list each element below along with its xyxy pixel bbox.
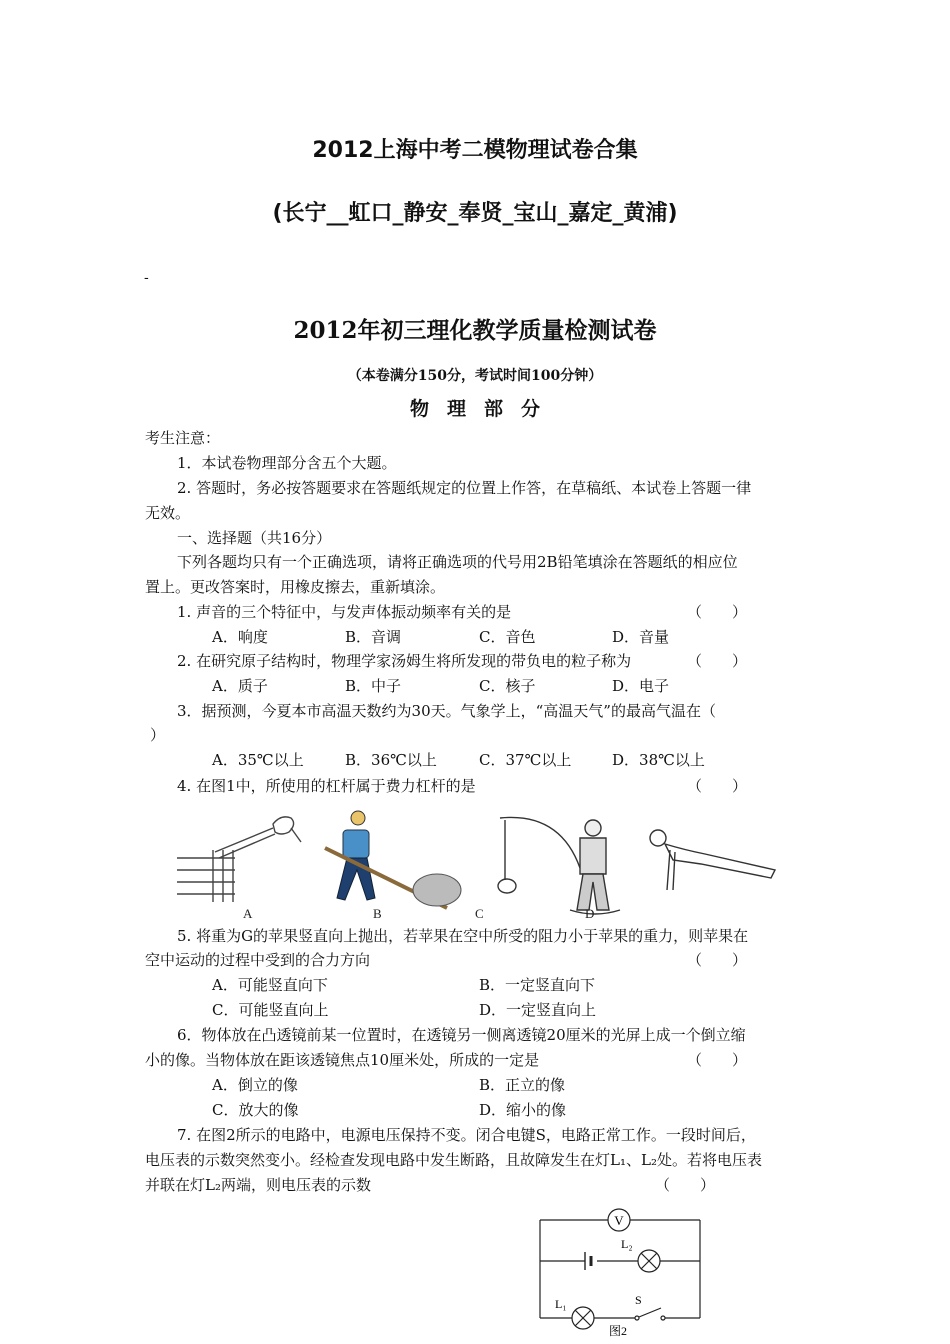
q1-option-d: D．音量 bbox=[612, 628, 670, 646]
figure-label-a: A bbox=[243, 906, 253, 920]
figure-b-worker-crowbar bbox=[325, 811, 461, 908]
question-6: 6．物体放在凸透镜前某一位置时，在透镜另一侧离透镜20厘米的光屏上成一个倒立缩 bbox=[177, 1026, 746, 1044]
q6-option-b: B．正立的像 bbox=[479, 1076, 566, 1094]
q2-option-a: A．质子 bbox=[212, 677, 268, 695]
figure-c-fisherman bbox=[498, 817, 620, 914]
notice-heading: 考生注意： bbox=[145, 429, 221, 447]
question-2: 2. 在研究原子结构时，物理学家汤姆生将所发现的带负电的粒子称为 bbox=[177, 652, 632, 670]
figure-label-d: D bbox=[585, 906, 595, 920]
svg-text:V: V bbox=[614, 1213, 624, 1228]
q3-option-c: C．37℃以上 bbox=[479, 751, 572, 769]
q2-option-b: B．中子 bbox=[345, 677, 402, 695]
exam-title: 2012年初三理化教学质量检测试卷 bbox=[293, 317, 657, 344]
q1-option-c: C．音色 bbox=[479, 628, 536, 646]
q6-option-c: C．放大的像 bbox=[212, 1101, 299, 1119]
q6-option-d: D．缩小的像 bbox=[479, 1101, 567, 1119]
lamp-l1-label: L₁ bbox=[555, 1297, 567, 1311]
exam-info: （本卷满分150分，考试时间100分钟） bbox=[347, 368, 603, 384]
part1-instructions-cont: 置上。更改答案时，用橡皮擦去，重新填涂。 bbox=[145, 578, 446, 596]
question-1: 1. 声音的三个特征中，与发声体振动频率有关的是 bbox=[177, 603, 512, 621]
q5-option-c: C．可能竖直向上 bbox=[212, 1001, 329, 1019]
voltmeter-icon bbox=[608, 1209, 630, 1231]
q1-option-a: A．响度 bbox=[212, 628, 268, 646]
q1-option-b: B．音调 bbox=[345, 628, 402, 646]
figure-d-pushup bbox=[650, 830, 775, 890]
lamp-l2-label: L₂ bbox=[621, 1237, 633, 1251]
question-7-cont-2: 并联在灯L₂两端，则电压表的示数 bbox=[145, 1176, 371, 1194]
notice-item-1: 1．本试卷物理部分含五个大题。 bbox=[177, 454, 397, 472]
separator-dash: - bbox=[144, 270, 149, 286]
section-title: 物理部分 bbox=[409, 398, 558, 420]
question-7-cont: 电压表的示数突然变小。经检查发现电路中发生断路，且故障发生在灯L₁、L₂处。若将电压表 bbox=[145, 1151, 762, 1169]
answer-paren-1[interactable]: （ ） bbox=[687, 603, 748, 621]
question-5-cont: 空中运动的过程中受到的合力方向 bbox=[145, 951, 371, 969]
answer-paren-5[interactable]: （ ） bbox=[687, 951, 748, 969]
q3-option-a: A．35℃以上 bbox=[212, 751, 304, 769]
figure-2-caption: 图2 bbox=[609, 1324, 628, 1338]
q5-option-a: A．可能竖直向下 bbox=[212, 976, 328, 994]
q3-option-d: D．38℃以上 bbox=[612, 751, 705, 769]
figure-label-b: B bbox=[373, 906, 382, 920]
question-6-cont: 小的像。当物体放在距该透镜焦点10厘米处，所成的一定是 bbox=[145, 1051, 540, 1069]
lamp-l1-icon bbox=[572, 1307, 594, 1329]
collection-title: 2012上海中考二模物理试卷合集 bbox=[312, 138, 638, 163]
answer-paren-6[interactable]: （ ） bbox=[687, 1051, 748, 1069]
switch-icon bbox=[635, 1308, 665, 1320]
lamp-l2-icon bbox=[638, 1250, 660, 1272]
switch-label: S bbox=[635, 1293, 642, 1307]
part1-instructions: 下列各题均只有一个正确选项，请将正确选项的代号用2B铅笔填涂在答题纸的相应位 bbox=[177, 553, 738, 571]
figure-label-c: C bbox=[475, 906, 484, 920]
q3-option-b: B．36℃以上 bbox=[345, 751, 437, 769]
notice-item-2: 2. 答题时，务必按答题要求在答题纸规定的位置上作答，在草稿纸、本试卷上答题一律 bbox=[177, 479, 752, 497]
q5-option-d: D．一定竖直向上 bbox=[479, 1001, 597, 1019]
notice-item-2-cont: 无效。 bbox=[145, 504, 191, 522]
q5-option-b: B．一定竖直向下 bbox=[479, 976, 596, 994]
q2-option-d: D．电子 bbox=[612, 677, 670, 695]
question-7: 7. 在图2所示的电路中，电源电压保持不变。闭合电键S，电路正常工作。一段时间后， bbox=[177, 1126, 756, 1144]
answer-paren-2[interactable]: （ ） bbox=[687, 652, 748, 670]
q2-option-c: C．核子 bbox=[479, 677, 536, 695]
part1-heading: 一、选择题（共16分） bbox=[177, 529, 332, 547]
q6-option-a: A．倒立的像 bbox=[212, 1076, 298, 1094]
figure-1-levers bbox=[175, 810, 800, 920]
question-4: 4. 在图1中，所使用的杠杆属于费力杠杆的是 bbox=[177, 777, 476, 795]
question-5: 5. 将重为G的苹果竖直向上抛出，若苹果在空中所受的阻力小于苹果的重力，则苹果在 bbox=[177, 927, 749, 945]
question-3: 3．据预测，今夏本市高温天数约为30天。气象学上，“高温天气”的最高气温在（ bbox=[177, 702, 716, 720]
answer-paren-7[interactable]: （ ） bbox=[655, 1176, 716, 1194]
question-3-paren-close: ） bbox=[150, 726, 166, 744]
circuit-diagram bbox=[535, 1204, 710, 1342]
figure-a-fence-lever bbox=[177, 817, 301, 902]
answer-paren-4[interactable]: （ ） bbox=[687, 777, 748, 795]
collection-subtitle: (长宁__虹口_静安_奉贤_宝山_嘉定_黄浦) bbox=[272, 201, 678, 226]
battery-icon bbox=[585, 1252, 591, 1270]
